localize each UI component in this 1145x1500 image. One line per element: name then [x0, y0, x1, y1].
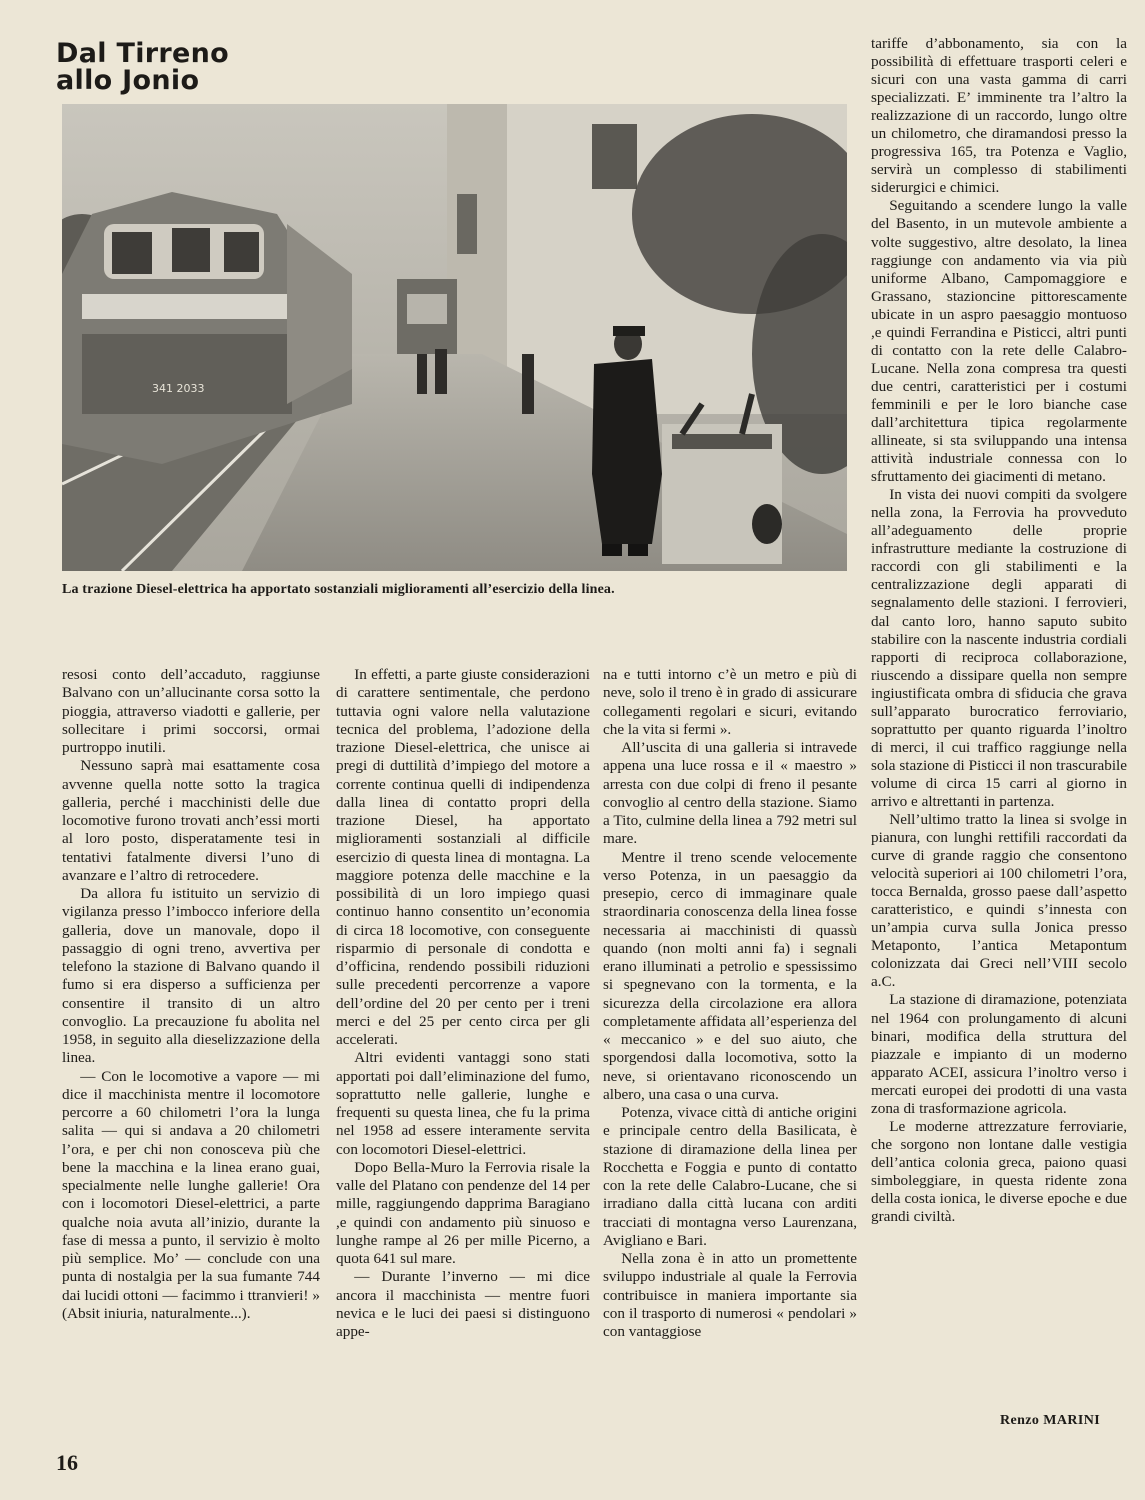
paragraph: Le moderne attrezzature ferroviarie, che sorgono non lontane dalle vestigia dell’antica colonia greca, paiono quasi simboleggiare, in questa ridente zona della costa ionica, le diverse epoche e due grandi civiltà. [871, 1117, 1127, 1226]
paragraph: na e tutti intorno c’è un metro e più di neve, solo il treno è in grado di assicurare collegamenti regolari e sicuri, evitando che la vita si fermi ». [603, 666, 857, 738]
paragraph: Seguitando a scendere lungo la valle del Basento, in un mutevole ambiente a volte suggestivo, altre desolato, la linea raggiunge con andamento via via più uniforme Albano, Campomaggiore e Grassano, stazioncine pittorescamente ubicate in un aspro paesaggio montuoso ,e quindi Ferrandina e Pisticci, altri punti di contatto con la rete delle Calabro-Lucane. Nella zona compresa tra questi due centri, caratteristici per i costumi femminili e per le loro bianche case dall’architettura tipica regolarmente allineate, si sta sviluppando una intensa attività industriale connessa con lo sfruttamento dei giacimenti di metano. [871, 197, 1127, 486]
paragraph: Potenza, vivace città di antiche origini e principale centro della Basilicata, è stazione di diramazione della linea per Rocchetta e Foggia e punto di contatto con la rete delle Calabro-Lucane, che si irradiano dalla città lucana con arditi tracciati di montagna verso Laurenzana, Avigliano e Bari. [603, 1104, 857, 1249]
paragraph: tariffe d’abbonamento, sia con la possibilità di effettuare trasporti celeri e sicuri con una vasta gamma di carri specializzati. E’ imminente tra l’altro la realizzazione di un raccordo, lungo oltre un chilometro, che diramandosi presso la progressiva 165, tra Potenza e Vaglio, servirà un complesso di stabilimenti siderurgici e chimici. [871, 35, 1127, 197]
station-photo-illustration [62, 104, 847, 571]
article-column-2 [336, 666, 590, 1341]
article-title [56, 40, 356, 94]
paragraph: Da allora fu istituito un servizio di vigilanza presso l’imbocco inferiore della galleria, dove un manovale, dopo il passaggio di ogni treno, avvertiva per telefono la stazione di Balvano quando il fumo si era disperso a sufficienza per consentire il transito di un altro convoglio. La precauzione fu abolita nel 1958, in seguito alla dieselizzazione della linea. [62, 885, 320, 1067]
paragraph: La stazione di diramazione, potenziata nel 1964 con prolungamento di alcuni binari, modifica della struttura del piazzale e impianto di un moderno apparato ACEI, assicura l’inoltro verso i mercati europei dei prodotti di una vasta zona di trasformazione agricola. [871, 991, 1127, 1117]
paragraph: Dopo Bella-Muro la Ferrovia risale la valle del Platano con pendenze del 14 per mille, raggiungendo dapprima Baragiano ,e quindi con andamento più sinuoso e lunghe rampe al 26 per mille Picerno, a quota 641 sul mare. [336, 1158, 590, 1267]
paragraph: Altri evidenti vantaggi sono stati apportati poi dall’eliminazione del fumo, soprattutto nelle gallerie, lunghe e frequenti su questa linea, che fu la prima nel 1958 ad essere interamente servita con locomotori Diesel-elettrici. [336, 1049, 590, 1158]
paragraph: resosi conto dell’accaduto, raggiunse Balvano con un’allucinante corsa sotto la pioggia, attraverso viadotti e gallerie, per sollecitare i primi soccorsi, ormai purtroppo inutili. [62, 666, 320, 756]
title-line-1: Dal Tirreno [56, 38, 229, 69]
paragraph: — Con le locomotive a vapore — mi dice il macchinista mentre il locomotore percorre a 60 chilometri l’ora la lunga salita — qui si andava a 20 chilometri l’ora, e per chi non conosceva più che bene la macchina e la linea erano guai, specialmente nelle lunghe gallerie! Ora con i locomotori Diesel-elettrici, a parte qualche noia avuta all’inizio, durante la fase di messa a punto, il servizio è molto più semplice. Mo’ — conclude con una punta di nostalgia per la sua fumante 744 dai lucidi ottoni — facimmo i ttranvieri! » (Absit iniuria, naturalmente...). [62, 1067, 320, 1322]
locomotive-number: 341 2033 [152, 382, 205, 395]
title-line-2: allo Jonio [56, 65, 200, 96]
article-column-4 [871, 35, 1127, 1226]
article-column-1 [62, 666, 320, 1323]
paragraph: Nella zona è in atto un promettente sviluppo industriale al quale la Ferrovia contribuisce in maniera importante sia con il trasporto di numerosi « pendolari » con vantaggiose [603, 1250, 857, 1340]
paragraph: In effetti, a parte giuste considerazioni di carattere sentimentale, che perdono tuttavia ogni valore nella valutazione tecnica del problema, l’adozione della trazione Diesel-elettrica, che unisce ai pregi di duttilità d’impiego del motore a corrente continua quelli di indipendenza dalla linea di contatto propri della trazione Diesel, ha apportato miglioramenti sostanziali al difficile esercizio di questa linea di montagna. La maggiore potenza delle macchine e la possibilità di un loro impiego quasi continuo hanno consentito un’economia di circa 18 locomotive, con conseguente risparmio di personale di condotta e d’officina, rendendo possibili riduzioni sulle precedenti percorrenze a vapore dell’ordine del 20 per cento per i treni merci e del 25 per cento circa per gli accelerati. [336, 666, 590, 1048]
paragraph: In vista dei nuovi compiti da svolgere nella zona, la Ferrovia ha provveduto all’adeguamento delle proprie infrastrutture mediante la costruzione di raccordi con gli stabilimenti e la centralizzazione degli apparati di segnalamento delle stazioni. I ferrovieri, dal canto loro, hanno saputo subito stabilire con la nascente industria cordiali rapporti di reciproca collaborazione, riuscendo a dissipare quella non sempre ingiustificata ombra di sfiducia che grava sull’apparato burocratico ferroviario, soprattutto per quanto riguarda l’inoltro di merci, il cui traffico raggiunge nella sola stazione di Pisticci il non trascurabile volume di circa 15 carri al giorno in arrivo e altrettanti in partenza. [871, 486, 1127, 810]
photo-caption: La trazione Diesel-elettrica ha apportato sostanziali miglioramenti all’esercizio della linea. [62, 582, 615, 597]
paragraph: Mentre il treno scende velocemente verso Potenza, in un paesaggio da presepio, cerco di immaginare quale straordinaria conoscenza della linea fosse necessaria ai macchinisti di quassù quando (non molti anni fa) i segnali erano illuminati a petrolio e spessissimo si spegnevano con la tormenta, e la sicurezza della circolazione era allora completamente affidata all’esperienza del « meccanico » e del suo aiuto, che sporgendosi dalla locomotiva, sotto la neve, si orientavano riconoscendo un albero, una casa o una curva. [603, 848, 857, 1103]
paragraph: Nell’ultimo tratto la linea si svolge in pianura, con lunghi rettifili raccordati da curve di grande raggio che consentono velocità superiori ai 100 chilometri l’ora, tocca Bernalda, grosso paese dall’aspetto caratteristico, e quindi s’innesta con un’ampia curva sulla Jonica presso Metaponto, l’antica Metapontum colonizzata dai Greci nell’VIII secolo a.C. [871, 811, 1127, 991]
paragraph: — Durante l’inverno — mi dice ancora il macchinista — mentre fuori nevica e le luci dei paesi si distinguono appe- [336, 1268, 590, 1340]
station-photo [62, 104, 847, 571]
paragraph: All’uscita di una galleria si intravede appena una luce rossa e il « maestro » arresta con due colpi di freno il pesante convoglio al centro della stazione. Siamo a Tito, culmine della linea a 792 metri sul mare. [603, 739, 857, 848]
page-number: 16 [56, 1450, 78, 1475]
author-signature: Renzo MARINI [1000, 1413, 1101, 1428]
article-column-3 [603, 666, 857, 1341]
paragraph: Nessuno saprà mai esattamente cosa avvenne quella notte sotto la tragica galleria, perché i macchinisti delle due locomotive furono trovati anch’essi morti al loro posto, disperatamente tesi in tentativi fatalmente diversi l’uno di avanzare e l’altro di retrocedere. [62, 757, 320, 884]
